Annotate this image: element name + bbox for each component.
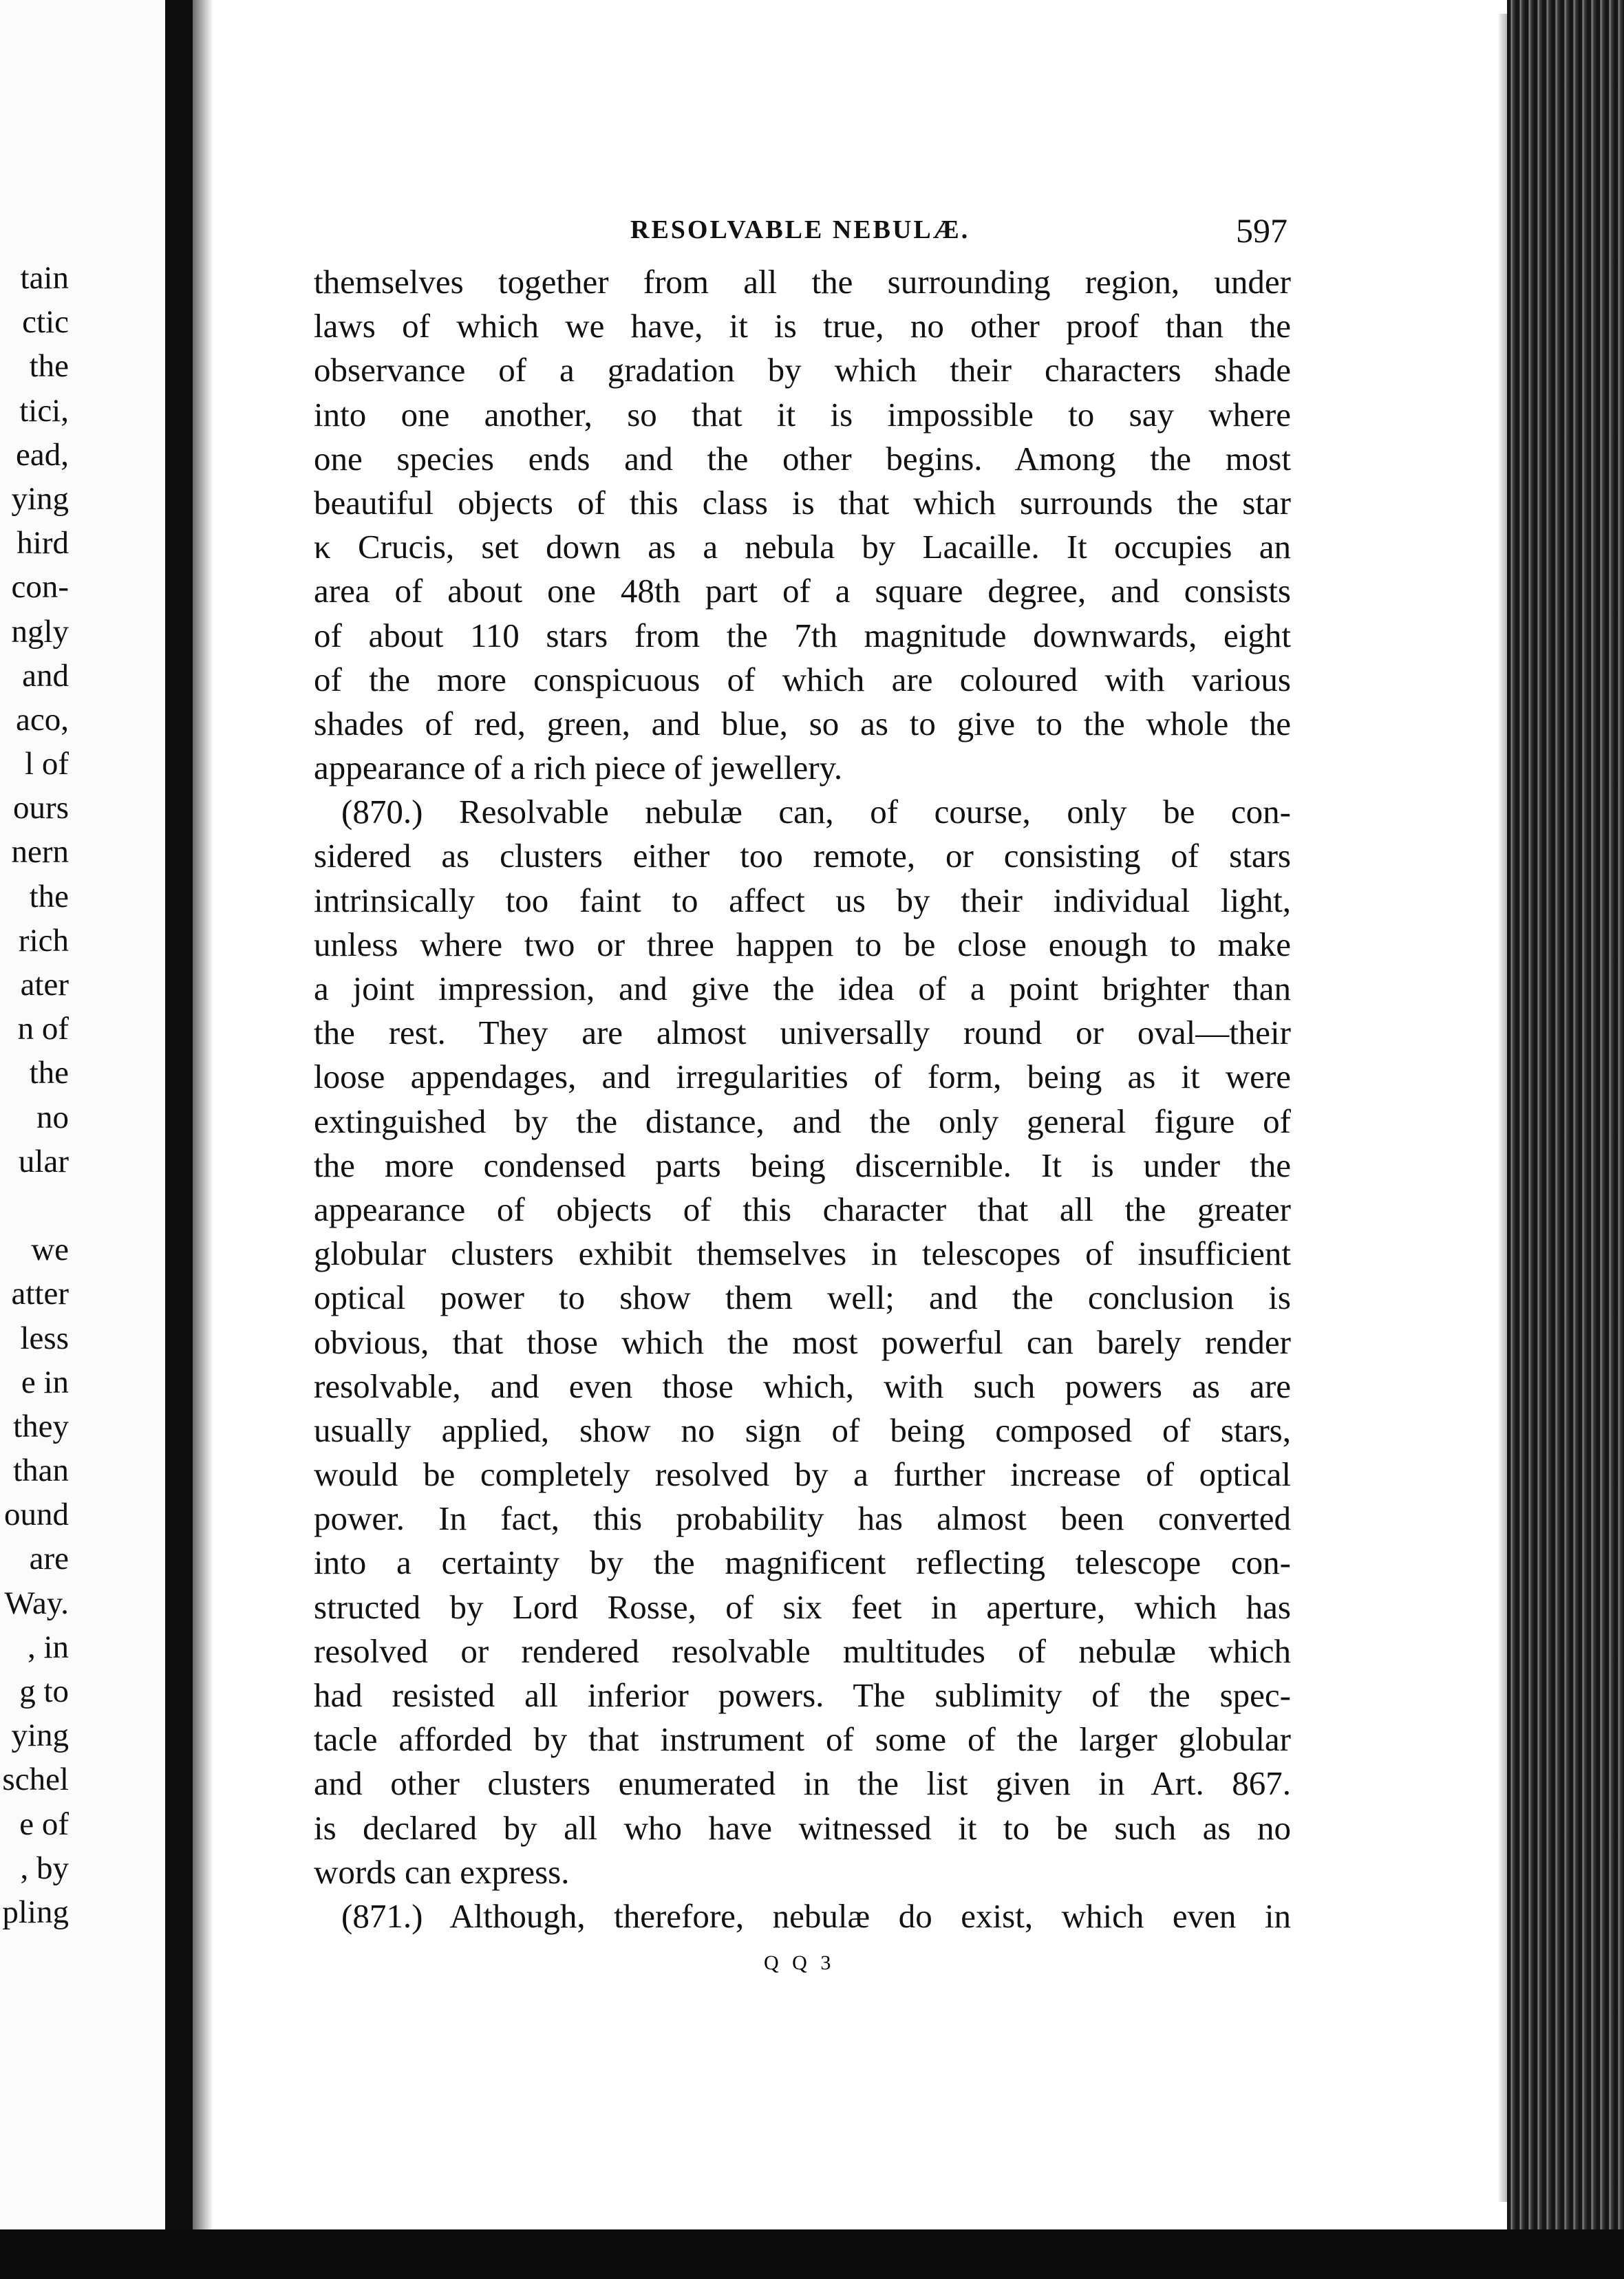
running-head <box>314 205 1291 260</box>
text-line: unless where two or three happen to be close enough to make <box>314 925 1291 963</box>
stacked-page-edges <box>1507 0 1624 2229</box>
facing-page-fragment: the <box>29 1055 69 1091</box>
facing-page-fragment: than <box>13 1453 69 1489</box>
facing-page-fragment: they <box>13 1408 69 1444</box>
facing-page-fragment: hird <box>17 525 69 561</box>
text-line: resolvable, and even those which, with such powers as are <box>314 1367 1291 1405</box>
facing-page-fragment: atter <box>11 1276 69 1312</box>
book-gutter <box>165 0 193 2229</box>
facing-page-fragment: ctic <box>22 304 69 341</box>
facing-page-fragment: con- <box>11 569 69 606</box>
text-line: extinguished by the distance, and the only general figure of <box>314 1102 1291 1140</box>
facing-page-fragment: e in <box>21 1364 69 1400</box>
text-line: of about 110 stars from the 7th magnitude downwards, eight <box>314 616 1291 654</box>
text-line: structed by Lord Rosse, of six feet in aperture, which has <box>314 1587 1291 1626</box>
text-line: optical power to show them well; and the conclusion is <box>314 1278 1291 1317</box>
text-line: globular clusters exhibit themselves in telescopes of insufficient <box>314 1234 1291 1273</box>
page-number: 597 <box>1236 211 1288 250</box>
facing-page-fragment: ours <box>13 790 69 826</box>
facing-page-fragment: tain <box>20 260 69 296</box>
facing-page-text <box>0 256 69 1934</box>
text-line: area of about one 48th part of a square degree, and consists <box>314 572 1291 610</box>
facing-page-fragment: aco, <box>16 701 69 738</box>
text-line: of the more conspicuous of which are coloured with various <box>314 660 1291 698</box>
text-line: resolved or rendered resolvable multitudes of nebulæ which <box>314 1631 1291 1670</box>
facing-page-fragment: the <box>29 878 69 914</box>
signature-mark: Q Q 3 <box>764 1951 835 1974</box>
facing-page-fragment: ular <box>18 1143 69 1179</box>
facing-page-fragment: schel <box>2 1762 69 1798</box>
text-line: shades of red, green, and blue, so as to give to the whole the <box>314 704 1291 742</box>
facing-page-fragment: , by <box>20 1850 69 1886</box>
facing-page-fragment: ater <box>20 967 69 1003</box>
text-line: into one another, so that it is impossible to say where <box>314 395 1291 434</box>
facing-page-fragment: Way. <box>4 1585 69 1621</box>
text-line: themselves together from all the surrounding region, under <box>314 263 1291 301</box>
facing-page-fragment: ead, <box>16 436 69 473</box>
book-page <box>314 205 1291 1938</box>
text-line: one species ends and the other begins. Among the most <box>314 439 1291 478</box>
text-line: loose appendages, and irregularities of form, being as it were <box>314 1058 1291 1096</box>
text-line: intrinsically too faint to affect us by their individual light, <box>314 881 1291 919</box>
facing-page-fragment: pling <box>2 1894 69 1930</box>
facing-page-fragment: no <box>36 1099 69 1135</box>
text-line: is declared by all who have witnessed it to be such as no <box>314 1808 1291 1847</box>
text-line: had resisted all inferior powers. The sublimity of the spec- <box>314 1676 1291 1714</box>
text-line: into a certainty by the magnificent reflecting telescope con- <box>314 1543 1291 1582</box>
facing-page-fragment: and <box>22 657 69 694</box>
facing-page-fragment: n of <box>17 1011 69 1047</box>
running-title: RESOLVABLE NEBULÆ. <box>630 215 970 244</box>
facing-page-fragment: rich <box>18 922 69 959</box>
text-line: words can express. <box>314 1852 570 1891</box>
text-line: appearance of a rich piece of jewellery. <box>314 749 843 787</box>
text-line: usually applied, show no sign of being composed of stars, <box>314 1411 1291 1449</box>
text-line: sidered as clusters either too remote, or consisting of stars <box>314 837 1291 875</box>
facing-page <box>0 0 193 2229</box>
facing-page-fragment: nern <box>11 834 69 870</box>
text-line: power. In fact, this probability has almost been converted <box>314 1499 1291 1538</box>
text-line: laws of which we have, it is true, no other proof than the <box>314 307 1291 345</box>
facing-page-fragment: g to <box>19 1673 69 1709</box>
facing-page-fragment <box>0 1184 69 1228</box>
text-line: the rest. They are almost universally round or oval—their <box>314 1014 1291 1052</box>
text-line: would be completely resolved by a further increase of optical <box>314 1455 1291 1494</box>
text-line: tacle afforded by that instrument of some of the larger globular <box>314 1720 1291 1759</box>
facing-page-fragment: ying <box>11 1718 69 1754</box>
facing-page-fragment: , in <box>27 1629 69 1665</box>
text-line: (871.) Although, therefore, nebulæ do exist, which even in <box>341 1896 1291 1935</box>
facing-page-fragment: ying <box>11 480 69 517</box>
scan-background <box>0 2229 1624 2279</box>
text-line: and other clusters enumerated in the list given in Art. 867. <box>314 1764 1291 1803</box>
facing-page-fragment: less <box>20 1320 69 1356</box>
facing-page-fragment: l of <box>25 746 69 782</box>
facing-page-fragment: e of <box>19 1806 69 1842</box>
text-line: (870.) Resolvable nebulæ can, of course, only be con- <box>341 793 1291 831</box>
facing-page-fragment: we <box>31 1232 69 1268</box>
facing-page-fragment: are <box>29 1541 69 1577</box>
facing-page-fragment: the <box>29 348 69 385</box>
facing-page-fragment: ound <box>4 1497 69 1533</box>
text-line: κ Crucis, set down as a nebula by Lacaille. It occupies an <box>314 528 1291 566</box>
text-line: appearance of objects of this character that all the greater <box>314 1190 1291 1228</box>
text-line: obvious, that those which the most powerful can barely render <box>314 1323 1291 1361</box>
text-line: the more condensed parts being discernible. It is under the <box>314 1146 1291 1184</box>
facing-page-fragment: tici, <box>19 392 69 429</box>
facing-page-fragment: ngly <box>11 613 69 650</box>
text-line: a joint impression, and give the idea of a point brighter than <box>314 970 1291 1007</box>
text-line: beautiful objects of this class is that which surrounds the star <box>314 483 1291 522</box>
text-line: observance of a gradation by which their characters shade <box>314 351 1291 389</box>
body-text <box>314 260 1291 1938</box>
gutter-shadow <box>193 0 213 2229</box>
